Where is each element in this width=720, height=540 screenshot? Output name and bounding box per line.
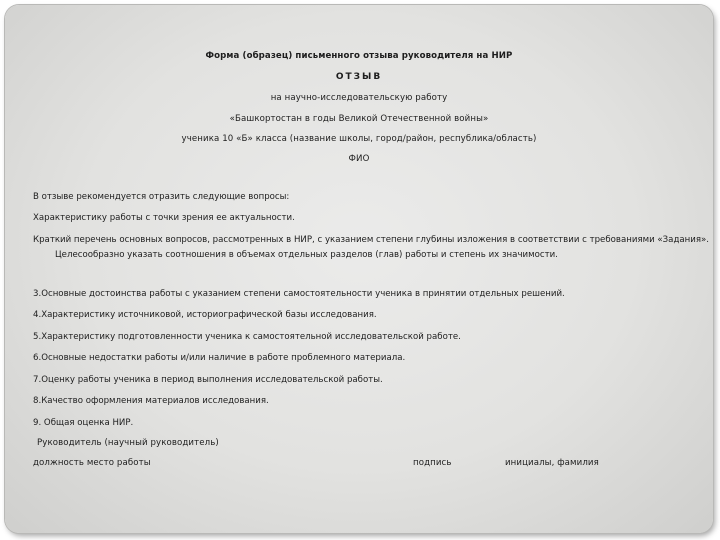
subject-line: на научно-исследовательскую работу [270,93,448,103]
form-title: Форма (образец) письменного отзыва руководителя на НИР [205,51,513,61]
signature-label: подпись [413,458,452,468]
list-item: 9. Общая оценка НИР. [33,418,134,428]
list-item: 8.Качество оформления материалов исследования. [33,396,269,406]
document-heading: ОТЗЫВ [335,72,383,82]
fio-label: ФИО [348,154,370,164]
list-item: 6.Основные недостатки работы и/или наличие в работе проблемного материала. [33,353,406,363]
work-title: «Башкортостан в годы Великой Отечественной войны» [229,114,489,124]
list-item: 3.Основные достоинства работы с указанием степени самостоятельности ученика в принятии отдельных решений. [33,289,565,299]
list-item: 5.Характеристику подготовленности ученика к самостоятельной исследовательской работе. [33,332,461,342]
list-item: Краткий перечень основных вопросов, рассмотренных в НИР, с указанием степени глубины изложения в соответствии с требованиями «Задания». Целесообразно указать соотношения в объемах отдельных разделов (глав) работы и степень их значимости. [33,235,710,260]
initials-label: инициалы, фамилия [505,458,599,468]
supervisor-label: Руководитель (научный руководитель) [37,438,219,448]
student-line: ученика 10 «Б» класса (название школы, город/район, республика/область) [181,134,537,144]
intro-text: В отзыве рекомендуется отразить следующие вопросы: [33,192,290,202]
document-slide [5,5,713,533]
list-item: 7.Оценку работы ученика в период выполнения исследовательской работы. [33,375,383,385]
list-item: 4.Характеристику источниковой, историографической базы исследования. [33,310,377,320]
position-label: должность место работы [33,458,151,468]
list-item: Характеристику работы с точки зрения ее актуальности. [33,213,295,223]
